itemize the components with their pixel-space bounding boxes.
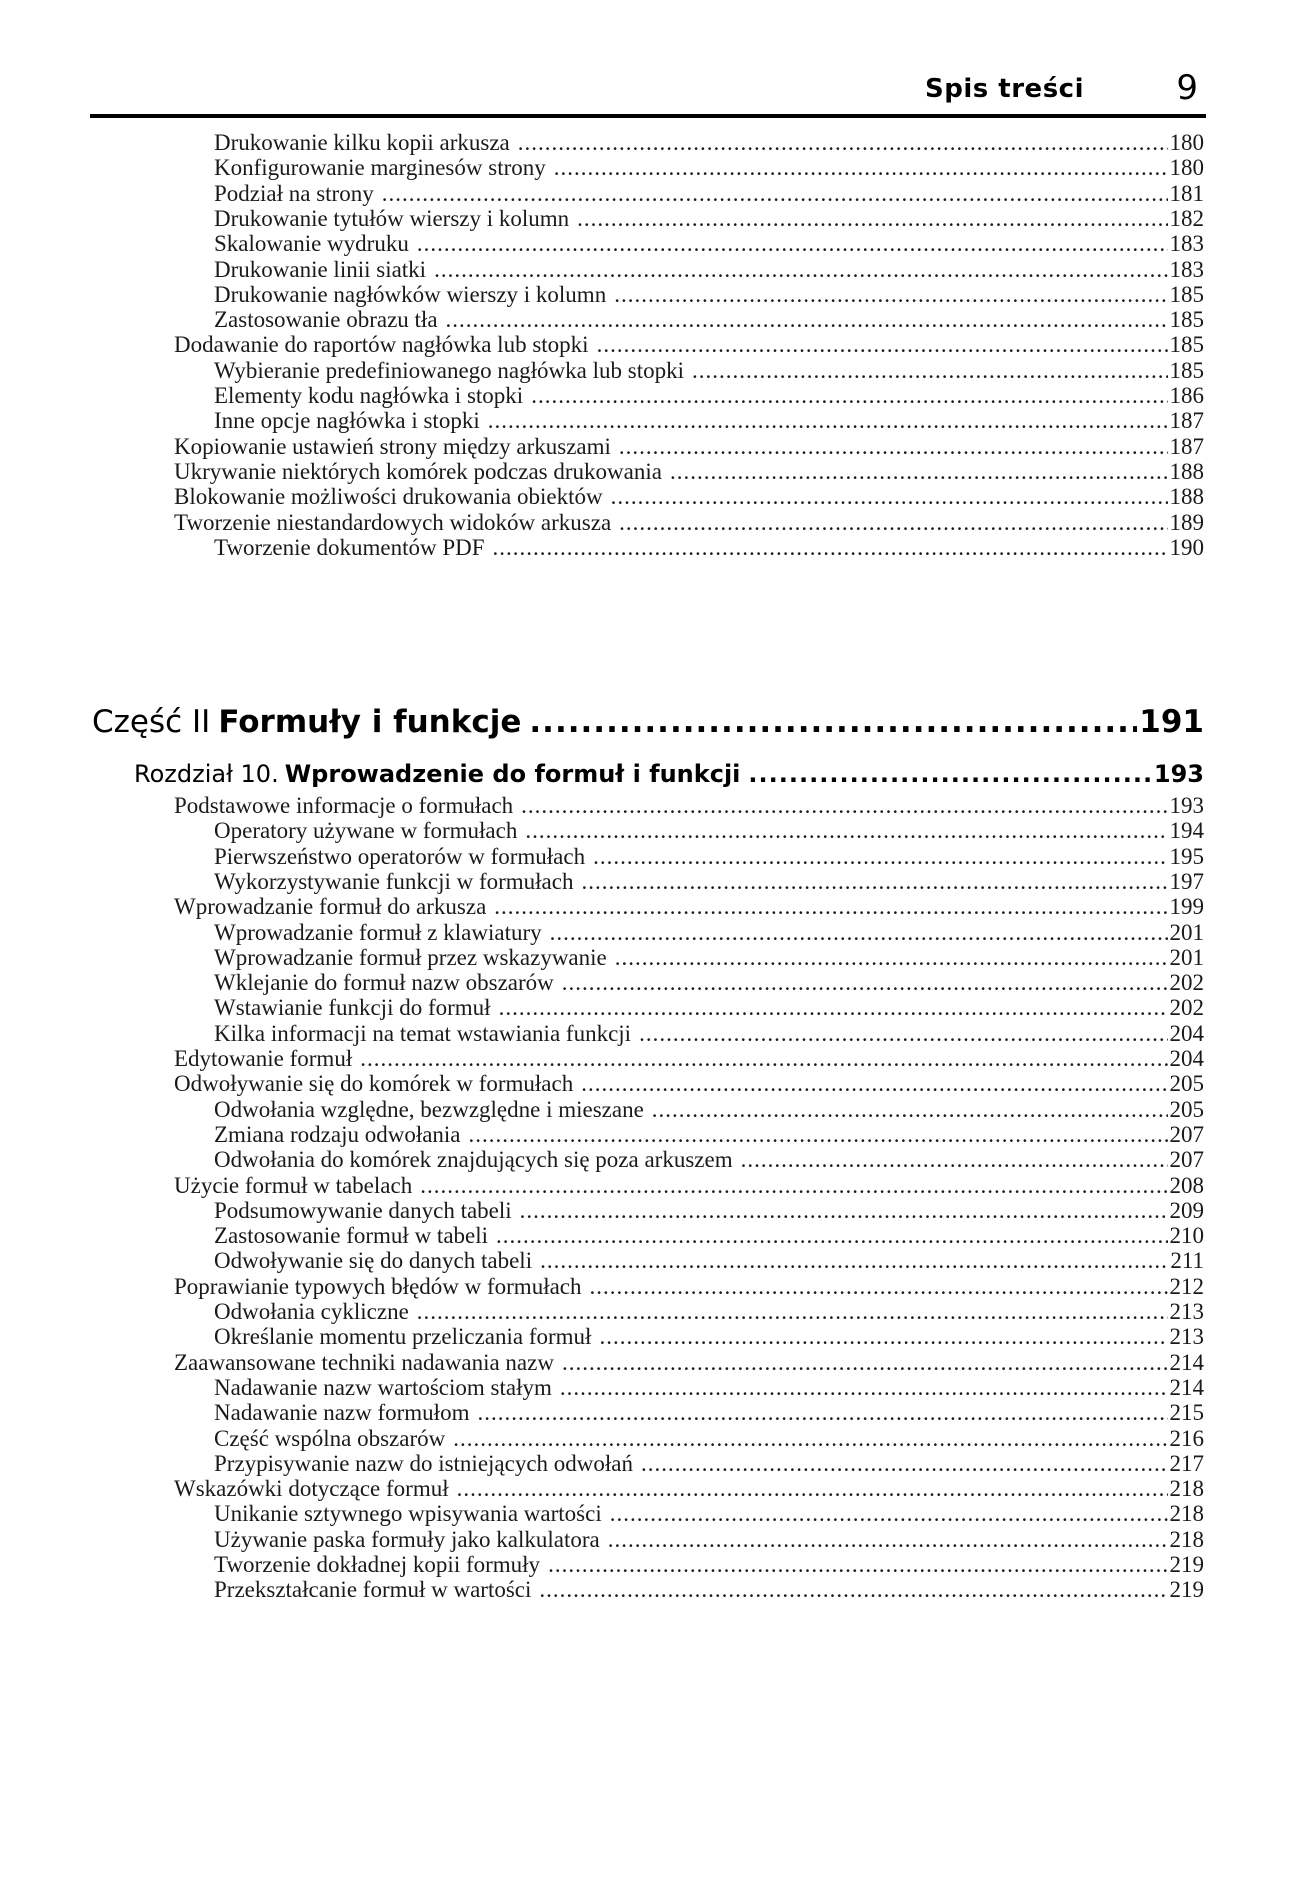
toc-entry-page: 212	[1169, 1273, 1204, 1299]
toc-entry-title: Wykorzystywanie funkcji w formułach	[214, 868, 574, 894]
part-title: Formuły i funkcje	[218, 704, 522, 740]
toc-entry-page: 217	[1169, 1450, 1204, 1476]
toc-entry	[214, 533, 1204, 563]
toc-entry-page: 219	[1169, 1577, 1204, 1603]
toc-entry-page: 210	[1169, 1223, 1204, 1249]
toc-entry-title: Wklejanie do formuł nazw obszarów	[214, 970, 554, 996]
toc-entry-page: 188	[1169, 458, 1204, 484]
toc-entry-title: Operatory używane w formułach	[214, 818, 518, 844]
toc-entry-page: 201	[1169, 944, 1204, 970]
toc-entry-page: 213	[1169, 1324, 1204, 1350]
toc-entry-title: Elementy kodu nagłówka i stopki	[214, 383, 524, 408]
toc-entry-page: 204	[1169, 1020, 1204, 1046]
toc-entry-page: 185	[1169, 357, 1204, 383]
toc-entry-page: 183	[1169, 231, 1204, 257]
toc-entry-page: 195	[1169, 843, 1204, 869]
toc-entry-page: 187	[1169, 433, 1204, 459]
chapter-heading	[134, 756, 1204, 792]
toc-entry-title: Ukrywanie niektórych komórek podczas drukowania	[174, 458, 662, 484]
toc-entry-title: Wprowadzanie formuł przez wskazywanie	[214, 944, 607, 970]
toc-entry-title: Poprawianie typowych błędów w formułach	[174, 1273, 582, 1299]
toc-entry-page: 215	[1169, 1400, 1204, 1426]
toc-entry-page: 202	[1169, 995, 1204, 1021]
toc-entry-page: 218	[1169, 1476, 1204, 1502]
page-number: 9	[1176, 68, 1198, 108]
toc-entry-page: 185	[1169, 281, 1204, 307]
toc-entry-title: Część wspólna obszarów	[214, 1425, 446, 1451]
toc-entry-page: 187	[1169, 408, 1204, 434]
chapter-prefix: Rozdział 10.	[134, 760, 279, 788]
toc-entry-title: Drukowanie kilku kopii arkusza	[214, 130, 510, 155]
toc-entry-page: 180	[1169, 130, 1204, 155]
toc-entry-title: Nadawanie nazw wartościom stałym	[214, 1374, 552, 1400]
part-page: 191	[1139, 704, 1204, 740]
toc-entry-page: 201	[1169, 919, 1204, 945]
toc-entry-title: Podział na strony	[214, 180, 374, 206]
toc-entry-page: 214	[1169, 1349, 1204, 1375]
toc-entry-title: Tworzenie dokładnej kopii formuły	[214, 1552, 541, 1577]
toc-entry-page: 205	[1169, 1096, 1204, 1122]
toc-entry-page: 183	[1169, 256, 1204, 282]
running-header-title: Spis treści	[925, 74, 1084, 104]
toc-entry-title: Tworzenie niestandardowych widoków arkusza	[174, 509, 612, 535]
toc-entry-title: Konfigurowanie marginesów strony	[214, 155, 546, 181]
toc-entry-title: Edytowanie formuł	[174, 1046, 353, 1071]
toc-entry-title: Pierwszeństwo operatorów w formułach	[214, 843, 586, 869]
toc-entry-page: 199	[1169, 894, 1204, 920]
toc-entry-title: Określanie momentu przeliczania formuł	[214, 1324, 592, 1350]
toc-entry-title: Tworzenie dokumentów PDF	[214, 534, 485, 560]
toc-entry-page: 181	[1169, 180, 1204, 206]
toc-entry-page: 218	[1169, 1526, 1204, 1552]
toc-entry-page: 202	[1169, 970, 1204, 996]
toc-entry-title: Skalowanie wydruku	[214, 231, 409, 257]
toc-entry-title: Podsumowywanie danych tabeli	[214, 1197, 512, 1223]
toc-entry-title: Kilka informacji na temat wstawiania funkcji	[214, 1020, 632, 1046]
toc-entry-page: 197	[1169, 868, 1204, 894]
toc-entry-title: Wstawianie funkcji do formuł	[214, 995, 491, 1021]
toc-entry-title: Przekształcanie formuł w wartości	[214, 1577, 532, 1603]
toc-entry-title: Blokowanie możliwości drukowania obiektów	[174, 484, 603, 510]
toc-entry-title: Wskazówki dotyczące formuł	[174, 1476, 449, 1502]
toc-entry-page: 207	[1169, 1121, 1204, 1147]
toc-entry-page: 204	[1169, 1046, 1204, 1071]
toc-entry-page: 213	[1169, 1299, 1204, 1324]
toc-entry-page: 216	[1169, 1425, 1204, 1451]
toc-entry-title: Nadawanie nazw formułom	[214, 1400, 470, 1426]
leader-dots	[539, 1575, 1167, 1605]
toc-entry-title: Wprowadzanie formuł z klawiatury	[214, 919, 542, 945]
chapter-page: 193	[1153, 760, 1204, 788]
toc-entry-title: Drukowanie linii siatki	[214, 256, 427, 282]
toc-entry-title: Odwołania cykliczne	[214, 1299, 409, 1324]
toc-entry-page: 182	[1169, 205, 1204, 231]
toc-entry-title: Unikanie sztywnego wpisywania wartości	[214, 1501, 602, 1527]
toc-entry-title: Odwoływanie się do danych tabeli	[214, 1248, 533, 1274]
toc-entry-page: 209	[1169, 1197, 1204, 1223]
toc-entry-title: Dodawanie do raportów nagłówka lub stopki	[174, 332, 589, 358]
toc-entry-page: 194	[1169, 818, 1204, 844]
toc-entry-page: 180	[1169, 155, 1204, 181]
toc-entry-title: Drukowanie tytułów wierszy i kolumn	[214, 205, 570, 231]
leader-dots	[493, 533, 1168, 563]
toc-entry-title: Zmiana rodzaju odwołania	[214, 1121, 461, 1147]
toc-entry-title: Odwoływanie się do komórek w formułach	[174, 1071, 574, 1097]
toc-entry-page: 207	[1169, 1147, 1204, 1173]
toc-entry-title: Używanie paska formuły jako kalkulatora	[214, 1526, 600, 1552]
toc-entry-title: Przypisywanie nazw do istniejących odwołań	[214, 1450, 633, 1476]
toc-entry-title: Zaawansowane techniki nadawania nazw	[174, 1349, 554, 1375]
toc-entry-page: 185	[1169, 332, 1204, 358]
part-heading	[92, 700, 1204, 744]
toc-entry-title: Wprowadzanie formuł do arkusza	[174, 894, 487, 920]
part-prefix: Część II	[92, 704, 211, 740]
toc-entry-page: 218	[1169, 1501, 1204, 1527]
toc-entry-title: Zastosowanie formuł w tabeli	[214, 1223, 489, 1249]
chapter-title: Wprowadzenie do formuł i funkcji	[284, 760, 741, 788]
page-header	[90, 70, 1206, 118]
toc-entry-page: 185	[1169, 307, 1204, 333]
toc-entry-title: Odwołania względne, bezwzględne i mieszane	[214, 1096, 644, 1122]
leader-dots	[748, 756, 1151, 792]
toc-entry-page: 188	[1169, 484, 1204, 510]
toc-entry-title: Zastosowanie obrazu tła	[214, 307, 438, 333]
toc-entry-title: Drukowanie nagłówków wierszy i kolumn	[214, 281, 607, 307]
toc-entry-page: 190	[1169, 534, 1204, 560]
toc-entry-title: Użycie formuł w tabelach	[174, 1172, 413, 1198]
toc-entry-page: 208	[1169, 1172, 1204, 1198]
toc-entry-page: 186	[1169, 383, 1204, 408]
leader-dots	[529, 700, 1137, 744]
toc-entry-page: 211	[1170, 1248, 1204, 1274]
toc-entry-title: Odwołania do komórek znajdujących się poza arkuszem	[214, 1147, 733, 1173]
toc-entry-title: Inne opcje nagłówka i stopki	[214, 408, 480, 434]
toc-entry-page: 205	[1169, 1071, 1204, 1097]
toc-entry	[214, 1575, 1204, 1605]
toc-entry-page: 189	[1169, 509, 1204, 535]
toc-entry-title: Kopiowanie ustawień strony między arkuszami	[174, 433, 611, 459]
toc-entry-title: Podstawowe informacje o formułach	[174, 793, 514, 818]
toc-entry-page: 214	[1169, 1374, 1204, 1400]
toc-entry-page: 219	[1169, 1552, 1204, 1577]
toc-entry-page: 193	[1169, 793, 1204, 818]
toc-entry-title: Wybieranie predefiniowanego nagłówka lub stopki	[214, 357, 684, 383]
